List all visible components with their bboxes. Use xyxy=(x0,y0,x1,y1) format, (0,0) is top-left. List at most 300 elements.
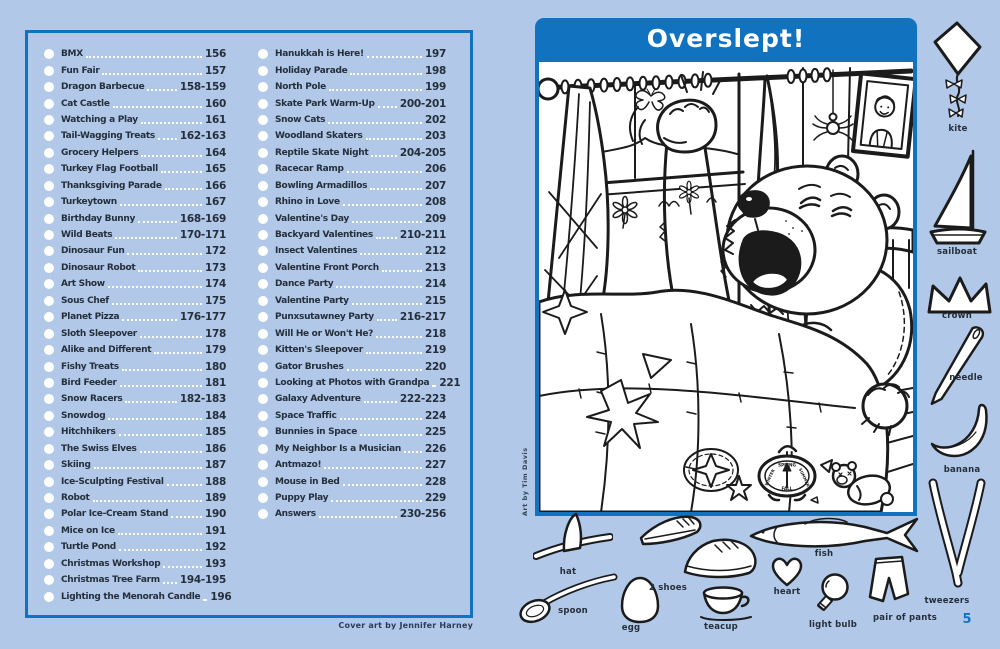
bullet-icon xyxy=(44,148,54,158)
toc-page-number: 187 xyxy=(204,459,226,472)
toc-page-number: 202 xyxy=(424,113,446,126)
fish-icon xyxy=(747,514,922,556)
bullet-icon xyxy=(44,592,54,602)
toc-title: Snow Cats xyxy=(275,114,326,125)
toc-title: The Swiss Elves xyxy=(61,443,137,454)
bullet-icon xyxy=(44,66,54,76)
dotted-leader xyxy=(367,56,422,58)
toc-title: Racecar Ramp xyxy=(275,164,344,175)
toc-page-number: 213 xyxy=(424,261,446,274)
toc-title: Cat Castle xyxy=(61,98,110,109)
bullet-icon xyxy=(258,477,268,487)
bullet-icon xyxy=(258,279,268,289)
bullet-icon xyxy=(258,345,268,355)
toc-title: Hanukkah is Here! xyxy=(275,49,364,60)
dotted-leader xyxy=(115,237,177,239)
toc-title: Gator Brushes xyxy=(275,361,344,372)
bullet-icon xyxy=(258,66,268,76)
toc-row xyxy=(258,457,446,473)
toc-page-number: 225 xyxy=(424,426,446,439)
bullet-icon xyxy=(44,99,54,109)
toc-page-number: 194-195 xyxy=(179,574,226,587)
toc-row xyxy=(44,441,226,457)
bullet-icon xyxy=(44,131,54,141)
bullet-icon xyxy=(44,312,54,322)
toc-row xyxy=(258,161,446,177)
toc-page-number: 193 xyxy=(204,557,226,570)
toc-page-number: 222-223 xyxy=(399,393,446,406)
bullet-icon xyxy=(258,411,268,421)
dotted-leader xyxy=(158,138,177,140)
toc-row xyxy=(258,260,446,276)
toc-title: Bowling Armadillos xyxy=(275,180,368,191)
toc-page-number: 188 xyxy=(204,475,226,488)
toc-page-number: 210-211 xyxy=(399,229,446,242)
toc-page-number: 215 xyxy=(424,294,446,307)
bullet-icon xyxy=(258,460,268,470)
bullet-icon xyxy=(258,296,268,306)
dotted-leader xyxy=(364,401,397,403)
bullet-icon xyxy=(258,312,268,322)
dotted-leader xyxy=(376,336,422,338)
toc-row xyxy=(258,62,446,78)
bullet-icon xyxy=(258,164,268,174)
toc-page-number: 198 xyxy=(424,64,446,77)
toc-page-number: 228 xyxy=(424,475,446,488)
crown-icon xyxy=(924,274,994,316)
toc-row xyxy=(44,325,226,341)
toc-page-number: 174 xyxy=(204,278,226,291)
dotted-leader xyxy=(108,286,202,288)
toc-page-number: 182-183 xyxy=(179,393,226,406)
dotted-leader xyxy=(328,122,422,124)
bullet-icon xyxy=(258,493,268,503)
bullet-icon xyxy=(44,509,54,519)
dotted-leader xyxy=(343,484,422,486)
table-of-contents-panel xyxy=(25,30,473,618)
toc-title: Holiday Parade xyxy=(275,65,348,76)
toc-title: Thanksgiving Parade xyxy=(61,180,162,191)
toc-page-number: 208 xyxy=(424,196,446,209)
bullet-icon xyxy=(44,394,54,404)
object-label: fish xyxy=(814,549,834,559)
toc-title: Alike and Different xyxy=(61,345,152,356)
toc-title: Valentine Front Porch xyxy=(275,262,379,273)
dotted-leader xyxy=(141,155,202,157)
bullet-icon xyxy=(44,49,54,59)
object-label: hat xyxy=(559,567,577,577)
toc-page-number: 218 xyxy=(424,327,446,340)
toc-page-number: 167 xyxy=(204,196,226,209)
puzzle-title-band xyxy=(535,18,917,58)
toc-title: Skate Park Warm-Up xyxy=(275,98,375,109)
toc-row xyxy=(44,62,226,78)
toc-row xyxy=(44,293,226,309)
toc-title: Watching a Play xyxy=(61,114,138,125)
bullet-icon xyxy=(258,115,268,125)
toc-row xyxy=(258,293,446,309)
dotted-leader xyxy=(347,171,422,173)
toc-title: Reptile Skate Night xyxy=(275,147,369,158)
toc-title: Turkey Flag Football xyxy=(61,164,158,175)
dotted-leader xyxy=(319,516,397,518)
toc-title: Insect Valentines xyxy=(275,246,358,257)
object-label: crown xyxy=(942,311,972,321)
picture-frame xyxy=(853,73,913,156)
bullet-icon xyxy=(44,164,54,174)
bullet-icon xyxy=(258,509,268,519)
dotted-leader xyxy=(125,401,176,403)
bullet-icon xyxy=(44,181,54,191)
object-label: sailboat xyxy=(937,247,977,257)
toc-title: Polar Ice-Cream Stand xyxy=(61,509,169,520)
toc-row xyxy=(44,391,226,407)
toc-page-number: 227 xyxy=(424,459,446,472)
dotted-leader xyxy=(366,138,422,140)
toc-row xyxy=(44,161,226,177)
dotted-leader xyxy=(163,582,177,584)
bullet-icon xyxy=(44,575,54,585)
toc-row xyxy=(44,424,226,440)
bullet-icon xyxy=(258,131,268,141)
toc-column-2 xyxy=(258,46,461,523)
toc-page-number: 164 xyxy=(204,146,226,159)
toc-title: Art Show xyxy=(61,279,105,290)
toc-title: Rhino in Love xyxy=(275,197,340,208)
butterfly-icon xyxy=(636,89,665,110)
toc-page-number: 178 xyxy=(204,327,226,340)
toc-page-number: 170-171 xyxy=(179,229,226,242)
toc-title: Dinosaur Robot xyxy=(61,262,136,273)
dotted-leader xyxy=(165,188,202,190)
toc-row xyxy=(258,178,446,194)
toc-row xyxy=(258,391,446,407)
toc-page-number: 166 xyxy=(204,179,226,192)
toc-row xyxy=(44,243,226,259)
bullet-icon xyxy=(258,378,268,388)
toc-page-number: 220 xyxy=(424,360,446,373)
bullet-icon xyxy=(44,411,54,421)
dotted-leader xyxy=(138,221,177,223)
toc-title: Mouse in Bed xyxy=(275,476,340,487)
dotted-leader xyxy=(122,319,177,321)
dotted-leader xyxy=(154,352,202,354)
toc-title: Christmas Workshop xyxy=(61,558,161,569)
tweezers-icon xyxy=(925,478,989,592)
toc-page-number: 190 xyxy=(204,508,226,521)
bullet-icon xyxy=(258,394,268,404)
toc-row xyxy=(44,358,226,374)
toc-page-number: 181 xyxy=(204,376,226,389)
toc-title: Turtle Pond xyxy=(61,542,116,553)
dotted-leader xyxy=(163,566,202,568)
banana-icon xyxy=(927,400,991,464)
toc-title: Will He or Won't He? xyxy=(275,328,374,339)
page-number: 5 xyxy=(962,612,972,627)
toc-title: Dinosaur Fun xyxy=(61,246,125,257)
toc-title: Robot xyxy=(61,493,90,504)
dotted-leader xyxy=(112,303,202,305)
bullet-icon xyxy=(44,296,54,306)
dotted-leader xyxy=(371,155,397,157)
dotted-leader xyxy=(370,188,422,190)
toc-row xyxy=(258,210,446,226)
bullet-icon xyxy=(44,345,54,355)
object-label: tweezers xyxy=(924,596,970,606)
svg-text:WINTER: WINTER xyxy=(763,468,776,487)
object-label: heart xyxy=(773,587,801,597)
bullet-icon xyxy=(44,82,54,92)
object-label: egg xyxy=(621,623,641,633)
bullet-icon xyxy=(258,181,268,191)
hat-icon xyxy=(533,510,613,568)
light-bulb-icon xyxy=(804,572,858,616)
cover-art-credit: Cover art by Jennifer Harney xyxy=(338,621,473,630)
toc-title: BMX xyxy=(61,49,83,60)
toc-title: Fishy Treats xyxy=(61,361,119,372)
toc-title: Antmazo! xyxy=(275,460,322,471)
bullet-icon xyxy=(258,444,268,454)
bullet-icon xyxy=(258,197,268,207)
bullet-icon xyxy=(258,246,268,256)
dotted-leader xyxy=(147,89,176,91)
toc-page-number: 173 xyxy=(204,261,226,274)
dotted-leader xyxy=(167,484,202,486)
toc-row xyxy=(44,210,226,226)
art-credit: Art by Tim Davis xyxy=(521,447,529,516)
toc-title: Snow Racers xyxy=(61,394,123,405)
bullet-icon xyxy=(258,49,268,59)
dotted-leader xyxy=(404,451,422,453)
toc-row xyxy=(258,112,446,128)
pair-of-pants-icon xyxy=(861,554,915,612)
toc-row xyxy=(44,260,226,276)
toc-title: Punxsutawney Party xyxy=(275,312,374,323)
toc-page-number: 196 xyxy=(210,590,232,603)
toc-title: Bunnies in Space xyxy=(275,427,358,438)
toc-row xyxy=(258,46,446,62)
dotted-leader xyxy=(347,369,422,371)
spoon-icon xyxy=(518,572,618,624)
toc-row xyxy=(258,194,446,210)
dotted-leader xyxy=(377,319,397,321)
dotted-leader xyxy=(94,467,202,469)
toc-column-1 xyxy=(44,46,232,605)
toc-page-number: 229 xyxy=(424,492,446,505)
spider-icon xyxy=(813,70,853,140)
toc-title: Mice on Ice xyxy=(61,525,115,536)
dotted-leader xyxy=(138,270,202,272)
dotted-leader xyxy=(122,369,202,371)
dotted-leader xyxy=(378,106,397,108)
toc-page-number: 158-159 xyxy=(179,81,226,94)
dotted-leader xyxy=(343,204,422,206)
toc-page-number: 219 xyxy=(424,344,446,357)
toc-page-number: 165 xyxy=(204,163,226,176)
dotted-leader xyxy=(119,549,202,551)
toc-row xyxy=(44,490,226,506)
dotted-leader xyxy=(340,418,422,420)
dotted-leader xyxy=(360,434,422,436)
toc-page-number: 191 xyxy=(204,524,226,537)
toc-row xyxy=(258,276,446,292)
bullet-icon xyxy=(258,362,268,372)
toc-title: Answers xyxy=(275,509,316,520)
toc-page-number: 206 xyxy=(424,163,446,176)
dotted-leader xyxy=(119,434,202,436)
heart-icon xyxy=(771,557,803,587)
toc-row xyxy=(44,128,226,144)
toc-title: Wild Beats xyxy=(61,230,113,241)
bullet-icon xyxy=(44,329,54,339)
toc-title: Planet Pizza xyxy=(61,312,120,323)
puzzle-illustration xyxy=(535,58,917,516)
toc-row xyxy=(44,145,226,161)
dotted-leader xyxy=(118,533,202,535)
toc-title: Galaxy Adventure xyxy=(275,394,361,405)
toc-row xyxy=(44,276,226,292)
toc-row xyxy=(44,46,226,62)
toc-title: Looking at Photos with Grandpa xyxy=(275,377,430,388)
bullet-icon xyxy=(44,214,54,224)
bullet-icon xyxy=(44,197,54,207)
dotted-leader xyxy=(161,171,202,173)
bear-overslept-scene xyxy=(539,62,913,512)
toc-title: Space Traffic xyxy=(275,410,337,421)
kite-icon xyxy=(927,20,989,124)
toc-title: Valentine's Day xyxy=(275,213,349,224)
toc-row xyxy=(44,178,226,194)
toc-title: Dragon Barbecue xyxy=(61,82,145,93)
toc-title: Tail-Wagging Treats xyxy=(61,131,155,142)
toc-page-number: 189 xyxy=(204,492,226,505)
toc-page-number: 186 xyxy=(204,442,226,455)
toc-row xyxy=(44,457,226,473)
toc-row xyxy=(258,506,446,522)
toc-page-number: 175 xyxy=(204,294,226,307)
bullet-icon xyxy=(258,427,268,437)
dotted-leader xyxy=(108,418,202,420)
toc-row xyxy=(44,588,232,604)
sailboat-icon xyxy=(928,148,988,248)
bullet-icon xyxy=(44,559,54,569)
toc-row xyxy=(258,375,461,391)
toc-row xyxy=(258,424,446,440)
toc-row xyxy=(44,539,226,555)
object-label: spoon xyxy=(558,606,588,616)
toc-row xyxy=(44,79,226,95)
toc-row xyxy=(258,342,446,358)
svg-text:FALL: FALL xyxy=(781,486,793,491)
object-label: light bulb xyxy=(808,620,858,630)
bullet-icon xyxy=(44,230,54,240)
toc-page-number: 209 xyxy=(424,212,446,225)
object-label: needle xyxy=(949,373,983,383)
toc-page-number: 216-217 xyxy=(399,311,446,324)
bullet-icon xyxy=(44,263,54,273)
toc-page-number: 200-201 xyxy=(399,97,446,110)
toc-title: Sloth Sleepover xyxy=(61,328,137,339)
toc-title: Puppy Play xyxy=(275,493,329,504)
toc-page-number: 156 xyxy=(204,48,226,61)
toc-page-number: 214 xyxy=(424,278,446,291)
toc-page-number: 184 xyxy=(204,409,226,422)
toc-page-number: 192 xyxy=(204,541,226,554)
dotted-leader xyxy=(171,516,202,518)
toc-row xyxy=(44,506,226,522)
toc-row xyxy=(44,342,226,358)
toc-page-number: 180 xyxy=(204,360,226,373)
dotted-leader xyxy=(120,204,202,206)
toc-row xyxy=(258,95,446,111)
toc-page-number: 185 xyxy=(204,426,226,439)
bullet-icon xyxy=(44,542,54,552)
toc-row xyxy=(258,243,446,259)
object-label: 2 shoes xyxy=(648,583,688,593)
dotted-leader xyxy=(336,286,422,288)
dotted-leader xyxy=(324,467,422,469)
toc-page-number: 172 xyxy=(204,245,226,258)
toc-title: Ice-Sculpting Festival xyxy=(61,476,164,487)
toc-row xyxy=(44,95,226,111)
bullet-icon xyxy=(44,279,54,289)
toc-row xyxy=(258,408,446,424)
teacup-icon xyxy=(699,584,753,624)
dotted-leader xyxy=(382,270,422,272)
dotted-leader xyxy=(352,221,422,223)
dotted-leader xyxy=(352,303,422,305)
toc-title: Sous Chef xyxy=(61,295,109,306)
toc-page-number: 162-163 xyxy=(179,130,226,143)
toc-row xyxy=(44,408,226,424)
bullet-icon xyxy=(44,378,54,388)
puzzle-title: Overslept! xyxy=(646,23,806,53)
dotted-leader xyxy=(102,73,202,75)
toc-page-number: 161 xyxy=(204,113,226,126)
svg-text:SPRING: SPRING xyxy=(778,462,796,468)
bullet-icon xyxy=(44,427,54,437)
toc-row xyxy=(44,375,226,391)
toc-page-number: 207 xyxy=(424,179,446,192)
object-label: teacup xyxy=(704,622,738,632)
bullet-icon xyxy=(44,477,54,487)
toc-title: Grocery Helpers xyxy=(61,147,139,158)
toc-page-number: 176-177 xyxy=(179,311,226,324)
toc-page-number: 212 xyxy=(424,245,446,258)
bullet-icon xyxy=(258,263,268,273)
toc-title: Kitten's Sleepover xyxy=(275,345,363,356)
bullet-icon xyxy=(258,230,268,240)
toc-row xyxy=(258,309,446,325)
dotted-leader xyxy=(93,500,202,502)
toc-page-number: 226 xyxy=(424,442,446,455)
bullet-icon xyxy=(44,362,54,372)
toc-page-number: 221 xyxy=(439,376,461,389)
toc-row xyxy=(258,441,446,457)
toc-title: Backyard Valentines xyxy=(275,230,373,241)
dotted-leader xyxy=(140,451,202,453)
toc-row xyxy=(258,490,446,506)
toc-page-number: 203 xyxy=(424,130,446,143)
dotted-leader xyxy=(127,253,201,255)
toc-row xyxy=(258,128,446,144)
toc-page-number: 179 xyxy=(204,344,226,357)
object-label: kite xyxy=(948,124,968,134)
dotted-leader xyxy=(331,500,422,502)
bullet-icon xyxy=(44,526,54,536)
toc-row xyxy=(258,473,446,489)
dotted-leader xyxy=(350,73,422,75)
